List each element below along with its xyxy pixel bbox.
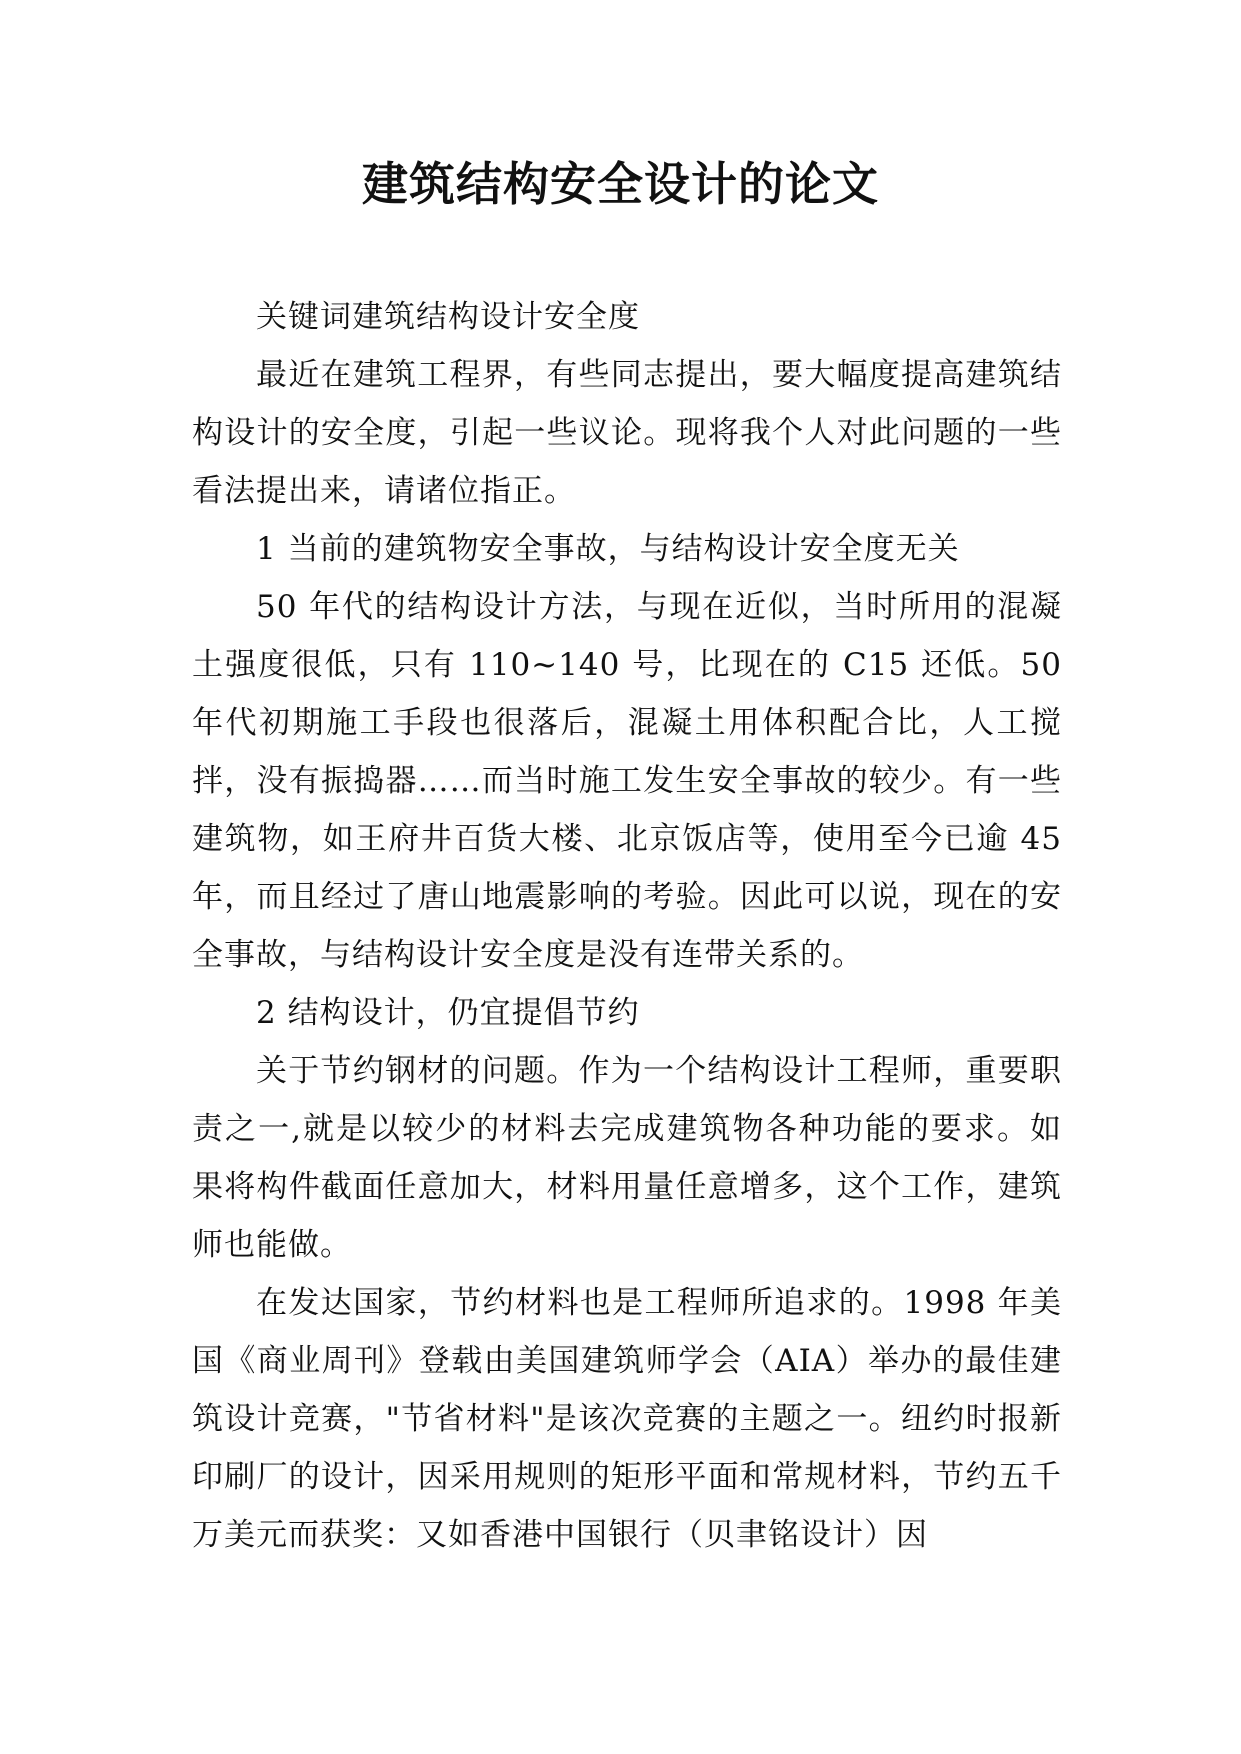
section-heading-1: 1 当前的建筑物安全事故，与结构设计安全度无关 [256, 531, 960, 567]
body-paragraph: 关于节约钢材的问题。作为一个结构设计工程师，重要职责之一,就是以较少的材料去完成建筑物各种功能的要求。如果将构件截面任意加大，材料用量任意增多，这个工作，建筑师也能做。 [192, 1053, 1062, 1263]
section-heading-2: 2 结构设计，仍宜提倡节约 [256, 995, 640, 1031]
keywords-paragraph: 关键词建筑结构设计安全度 [256, 299, 640, 335]
document-body [192, 288, 1062, 1564]
intro-paragraph: 最近在建筑工程界，有些同志提出，要大幅度提高建筑结构设计的安全度，引起一些议论。现将我个人对此问题的一些看法提出来，请诸位指正。 [192, 357, 1062, 509]
document-title: 建筑结构安全设计的论文 [362, 157, 879, 211]
body-paragraph: 50 年代的结构设计方法，与现在近似，当时所用的混凝土强度很低，只有 110~140 号，比现在的 C15 还低。50 年代初期施工手段也很落后，混凝土用体积配合比，人工搅拌，没有振捣器……而当时施工发生安全事故的较少。有一些建筑物，如王府井百货大楼、北京饭店等，使用至今已逾 45 年，而且经过了唐山地震影响的考验。因此可以说，现在的安全事故，与结构设计安全度是没有连带关系的。 [192, 589, 1062, 973]
body-paragraph: 在发达国家，节约材料也是工程师所追求的。1998 年美国《商业周刊》登载由美国建筑师学会（AIA）举办的最佳建筑设计竞赛，"节省材料"是该次竞赛的主题之一。纽约时报新印刷厂的设计，因采用规则的矩形平面和常规材料，节约五千万美元而获奖：又如香港中国银行（贝聿铭设计）因 [192, 1285, 1062, 1553]
